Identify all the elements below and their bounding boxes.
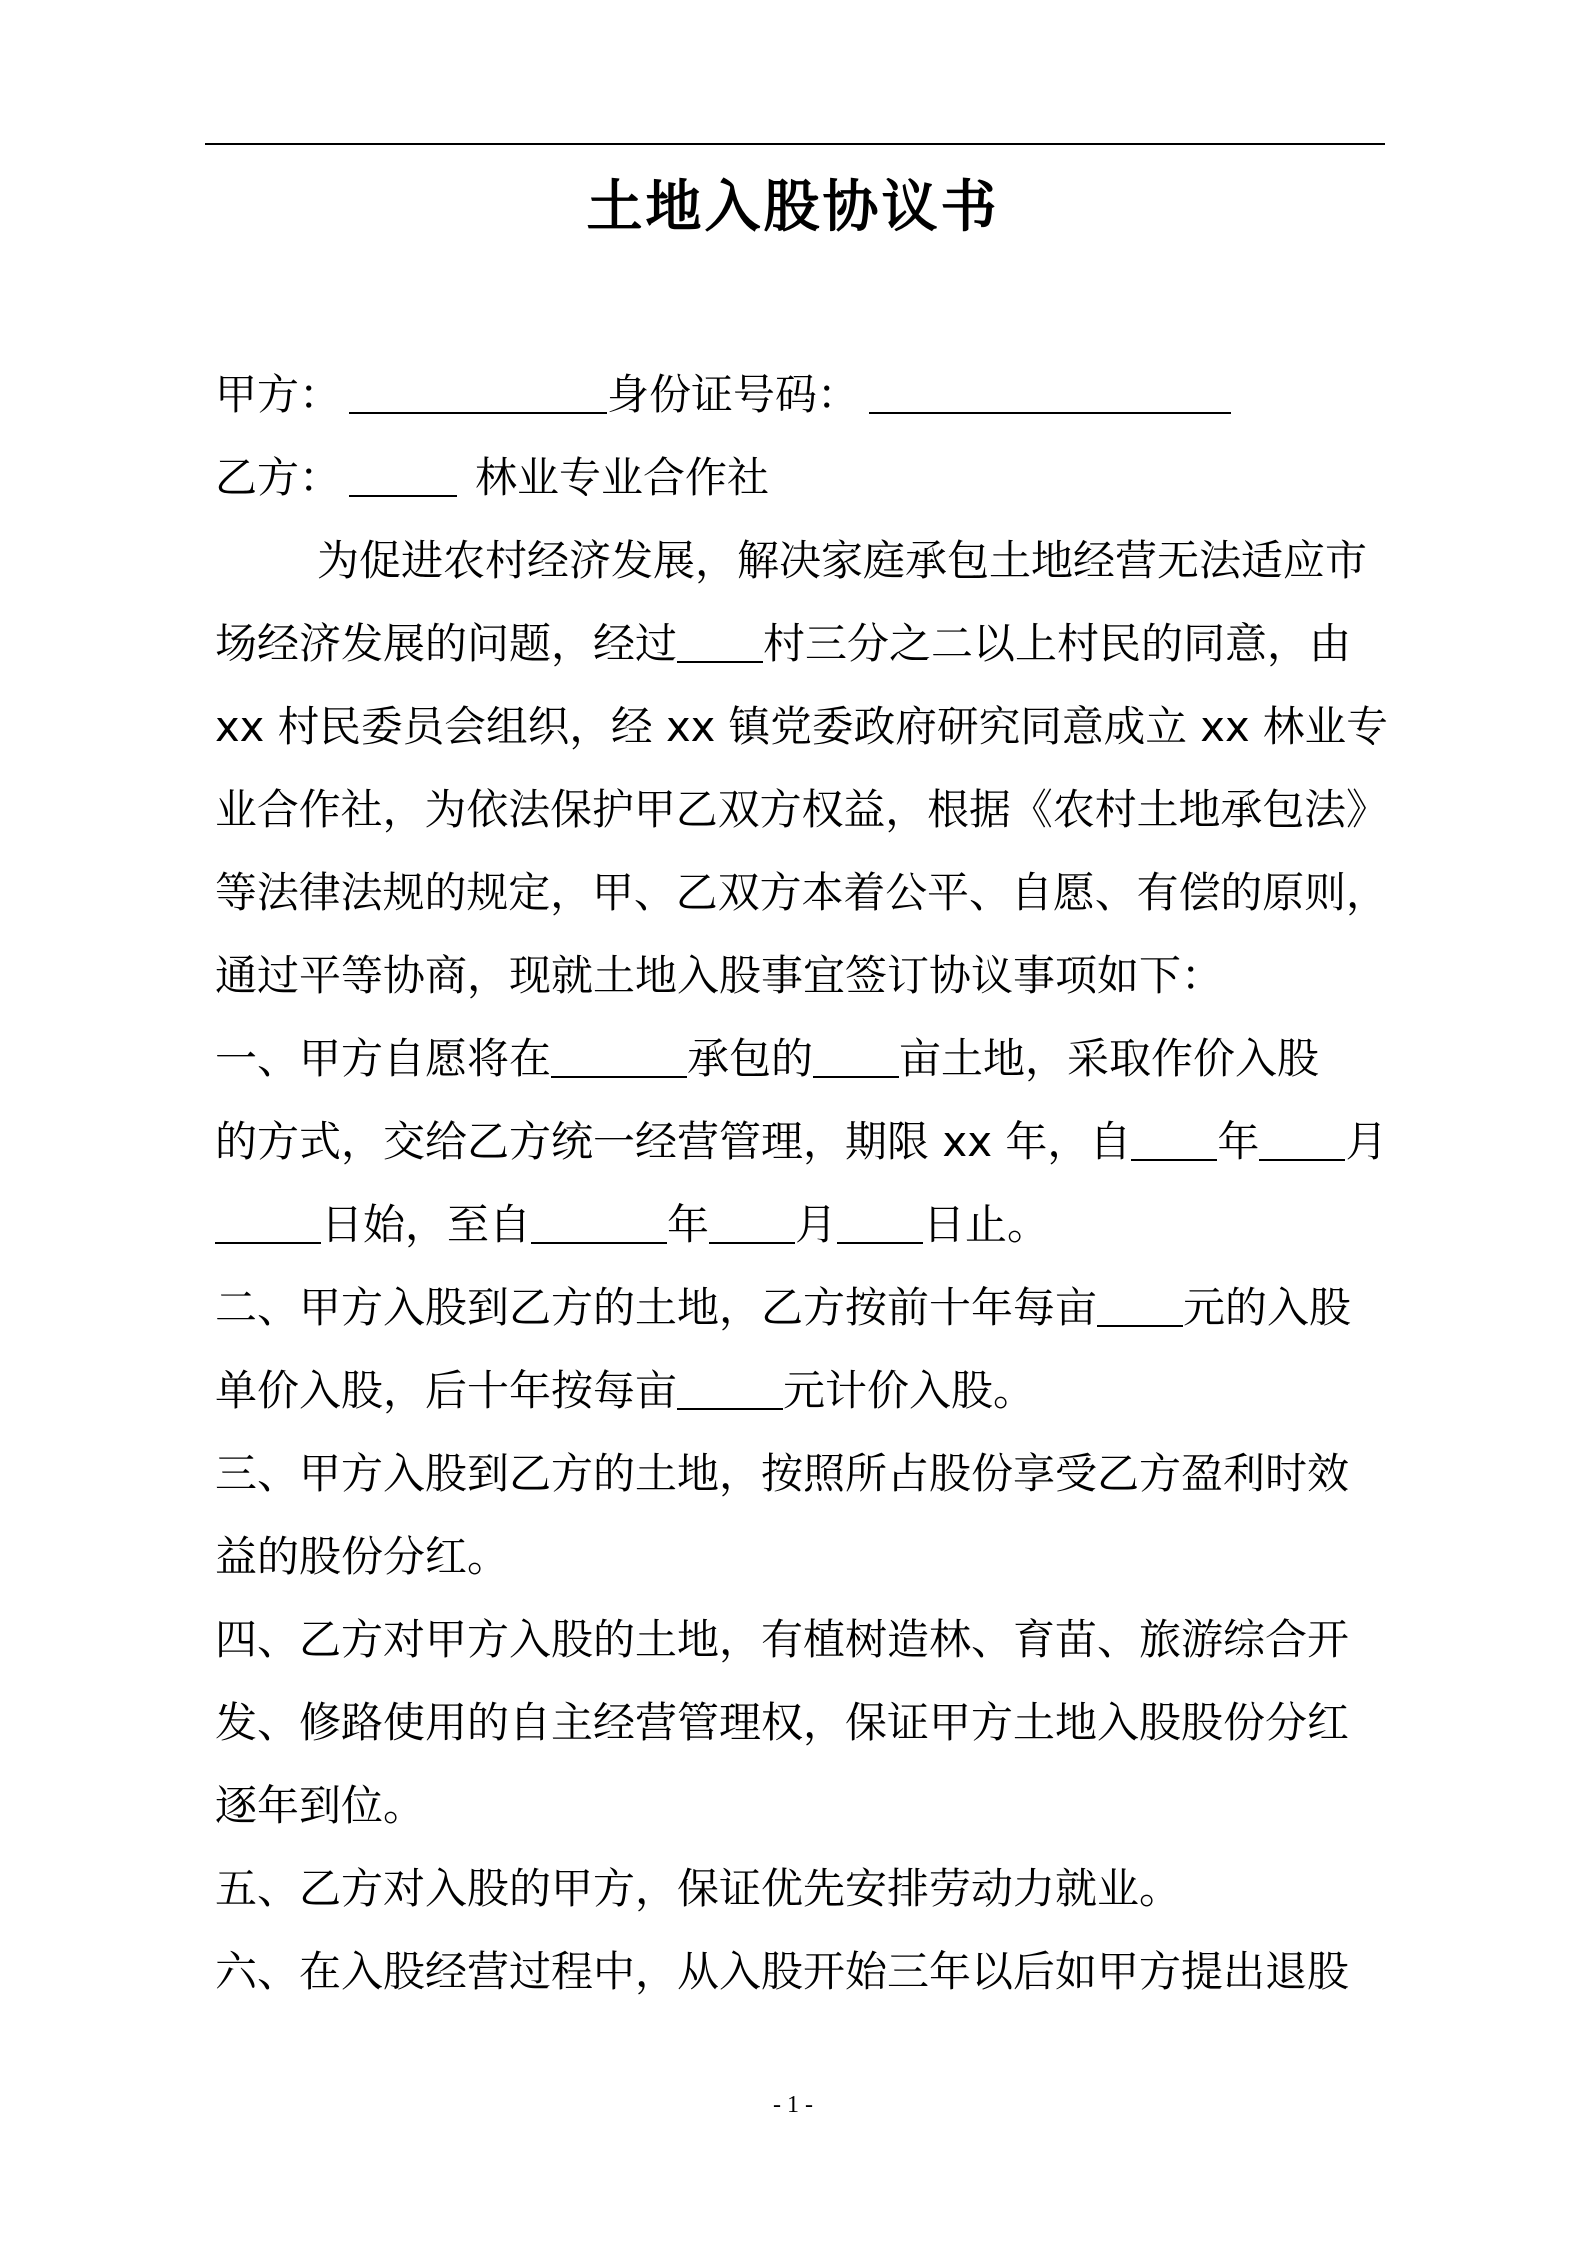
clause-1-line-2 [215, 1107, 1387, 1177]
clause-text: 日始，至自 [321, 1200, 532, 1249]
clause-text: 二、甲方入股到乙方的土地，乙方按前十年每亩 [215, 1283, 1098, 1332]
preamble-line-5: 等法律法规的规定，甲、乙双方本着公平、自愿、有偿的原则， [215, 868, 1388, 917]
preamble-line-2 [215, 609, 1351, 679]
preamble-text: 村三分之二以上村民的同意，由 [763, 619, 1352, 668]
end-year-blank [531, 1190, 667, 1244]
clause-text: 元的入股 [1183, 1283, 1352, 1332]
location-blank [551, 1024, 687, 1078]
party-a-label: 甲方： [215, 370, 342, 419]
clause-text: 月 [795, 1200, 838, 1249]
preamble-line-6: 通过平等协商，现就土地入股事宜签订协议事项如下： [215, 951, 1224, 1000]
party-b-name-blank [349, 443, 457, 497]
clause-text: 元计价入股。 [783, 1366, 1036, 1415]
clause-text: 单价入股，后十年按每亩 [215, 1366, 678, 1415]
clause-4-line-2: 发、修路使用的自主经营管理权，保证甲方土地入股股份分红 [215, 1698, 1350, 1747]
clause-text: 年 [667, 1200, 710, 1249]
clause-3-line-2: 益的股份分红。 [215, 1532, 510, 1581]
header-rule [205, 143, 1385, 145]
preamble-line-4: 业合作社，为依法保护甲乙双方权益，根据《农村土地承包法》 [215, 785, 1388, 834]
clause-text: 月 [1345, 1117, 1388, 1166]
clause-text: 一、甲方自愿将在 [215, 1034, 552, 1083]
clause-6-line-1: 六、在入股经营过程中，从入股开始三年以后如甲方提出退股 [215, 1947, 1350, 1996]
clause-text: 承包的 [687, 1034, 814, 1083]
clause-5-line-1: 五、乙方对入股的甲方，保证优先安排劳动力就业。 [215, 1864, 1182, 1913]
clause-4-line-1: 四、乙方对甲方入股的土地，有植树造林、育苗、旅游综合开 [215, 1615, 1350, 1664]
party-a-name-blank [349, 360, 607, 414]
clause-2-line-2 [215, 1356, 1035, 1426]
price-second-decade-blank [677, 1356, 783, 1410]
clause-text: 的方式，交给乙方统一经营管理，期限 xx 年，自 [215, 1117, 1132, 1166]
clause-text: 亩土地，采取作价入股 [899, 1034, 1320, 1083]
start-year-blank [1131, 1107, 1217, 1161]
end-month-blank [709, 1190, 795, 1244]
village-blank [677, 609, 763, 663]
party-a-id-label: 身份证号码： [607, 370, 860, 419]
party-b-suffix: 林业专业合作社 [475, 453, 770, 502]
start-day-blank [215, 1190, 321, 1244]
clause-1-line-1 [215, 1024, 1319, 1094]
preamble-text: 场经济发展的问题，经过 [215, 619, 678, 668]
page-number: - 1 - [773, 2092, 813, 2118]
clause-1-line-3 [215, 1190, 1049, 1260]
preamble-line-1: 为促进农村经济发展，解决家庭承包土地经营无法适应市 [317, 536, 1368, 585]
start-month-blank [1259, 1107, 1345, 1161]
document-title: 土地入股协议书 [586, 175, 1000, 240]
price-first-decade-blank [1097, 1273, 1183, 1327]
party-a-id-blank [869, 360, 1231, 414]
clause-text: 日止。 [923, 1200, 1050, 1249]
clause-text: 年 [1217, 1117, 1260, 1166]
clause-3-line-1: 三、甲方入股到乙方的土地，按照所占股份享受乙方盈利时效 [215, 1449, 1350, 1498]
acreage-blank [813, 1024, 899, 1078]
clause-4-line-3: 逐年到位。 [215, 1781, 426, 1830]
preamble-line-3: xx 村民委员会组织，经 xx 镇党委政府研究同意成立 xx 林业专 [215, 702, 1388, 751]
party-a-line [215, 360, 1231, 430]
end-day-blank [837, 1190, 923, 1244]
clause-2-line-1 [215, 1273, 1351, 1343]
party-b-label: 乙方： [215, 453, 342, 502]
party-b-line [215, 443, 769, 513]
